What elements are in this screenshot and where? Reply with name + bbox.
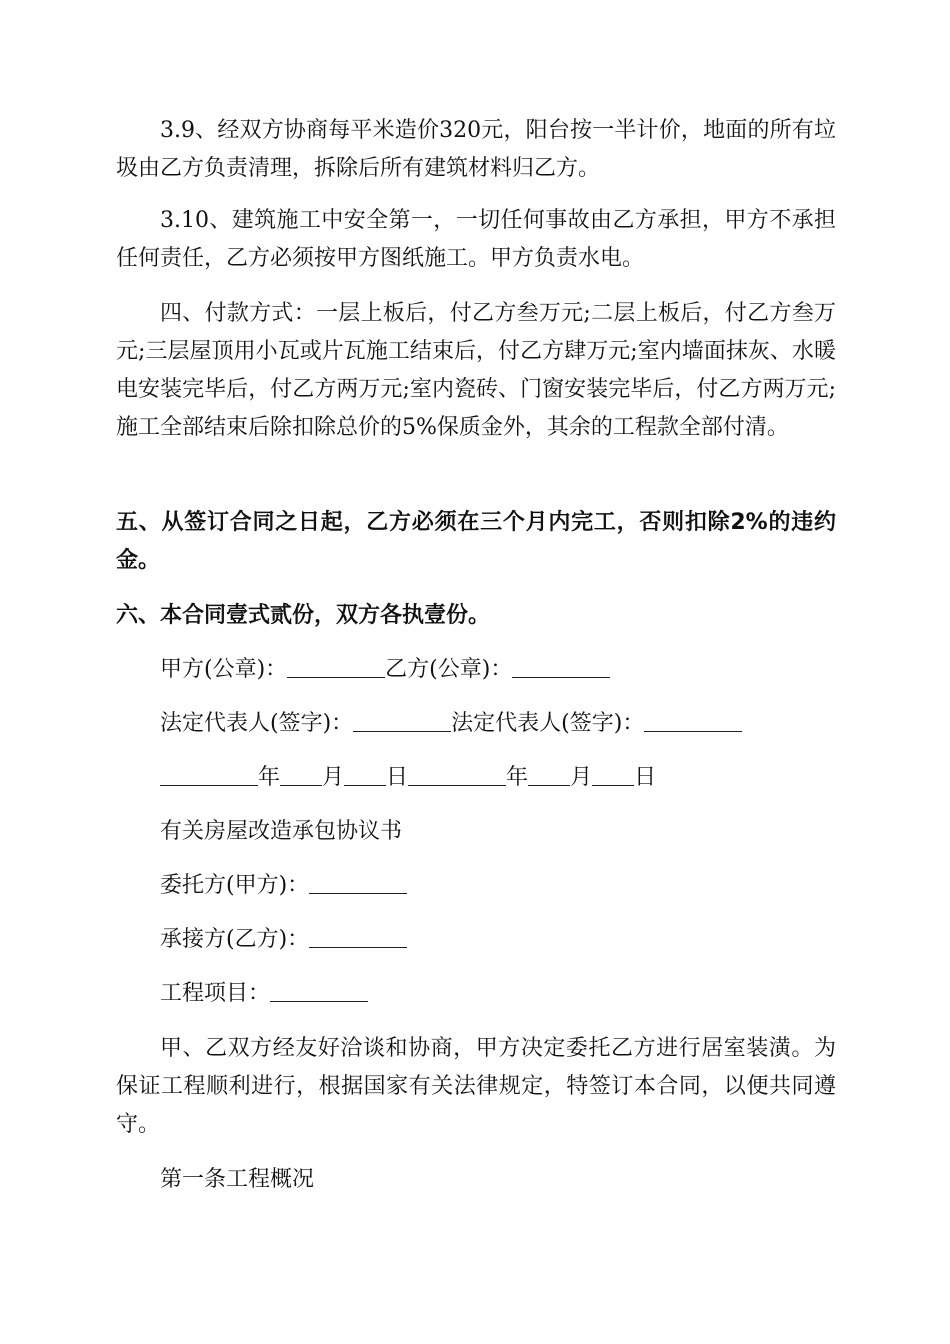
client-line: [160, 867, 407, 905]
contractor-label: 承接方(乙方)：: [160, 927, 310, 952]
day-a-blank: [344, 763, 386, 786]
paragraph-payment-terms: 四、付款方式：一层上板后，付乙方叁万元;二层上板后，付乙方叁万元;三层屋顶用小瓦或片瓦施工结束后，付乙方肆万元;室内墙面抹灰、水暖电安装完毕后，付乙方两万元;室内瓷砖、门窗安装完毕后，付乙方两万元;施工全部结束后除扣除总价的5%保质金外，其余的工程款全部付清。: [116, 301, 836, 440]
year-a-label: 年: [258, 765, 281, 790]
date-line: [160, 759, 656, 797]
month-b-blank: [528, 763, 570, 786]
party-a-seal-blank: [287, 655, 385, 678]
day-b-blank: [592, 763, 634, 786]
paragraph-3-10: 3.10、建筑施工中安全第一，一切任何事故由乙方承担，甲方不承担任何责任，乙方必须按甲方图纸施工。甲方负责水电。: [116, 208, 836, 271]
month-a-label: 月: [322, 765, 345, 790]
party-b-seal-blank: [512, 655, 610, 678]
project-label: 工程项目：: [160, 981, 271, 1006]
day-a-label: 日: [386, 765, 409, 790]
year-b-blank: [408, 763, 506, 786]
year-a-blank: [160, 763, 258, 786]
paragraph-copies: 六、本合同壹式贰份，双方各执壹份。: [116, 603, 491, 628]
client-blank: [309, 871, 407, 894]
year-b-label: 年: [506, 765, 529, 790]
legal-rep-a-blank: [353, 709, 451, 732]
legal-rep-b-blank: [644, 709, 742, 732]
month-a-blank: [280, 763, 322, 786]
project-blank: [270, 979, 368, 1002]
party-b-seal-label: 乙方(公章)：: [385, 657, 513, 682]
agreement-title: 有关房屋改造承包协议书: [160, 819, 403, 844]
legal-rep-a-label: 法定代表人(签字)：: [160, 711, 354, 736]
contractor-line: [160, 921, 407, 959]
month-b-label: 月: [570, 765, 593, 790]
client-label: 委托方(甲方)：: [160, 873, 310, 898]
party-a-seal-label: 甲方(公章)：: [160, 657, 288, 682]
seal-line: [160, 651, 610, 689]
article-1-heading: 第一条工程概况: [160, 1167, 315, 1192]
contractor-blank: [309, 925, 407, 948]
project-line: [160, 975, 368, 1013]
day-b-label: 日: [634, 765, 657, 790]
legal-rep-line: [160, 705, 742, 743]
agreement-intro: 甲、乙双方经友好洽谈和协商，甲方决定委托乙方进行居室装潢。为保证工程顺利进行，根据国家有关法律规定，特签订本合同，以便共同遵守。: [116, 1036, 836, 1137]
legal-rep-b-label: 法定代表人(签字)：: [451, 711, 645, 736]
paragraph-completion-deadline: 五、从签订合同之日起，乙方必须在三个月内完工，否则扣除2%的违约金。: [116, 510, 836, 573]
paragraph-3-9: 3.9、经双方协商每平米造价320元，阳台按一半计价，地面的所有垃圾由乙方负责清理，拆除后所有建筑材料归乙方。: [116, 118, 836, 181]
